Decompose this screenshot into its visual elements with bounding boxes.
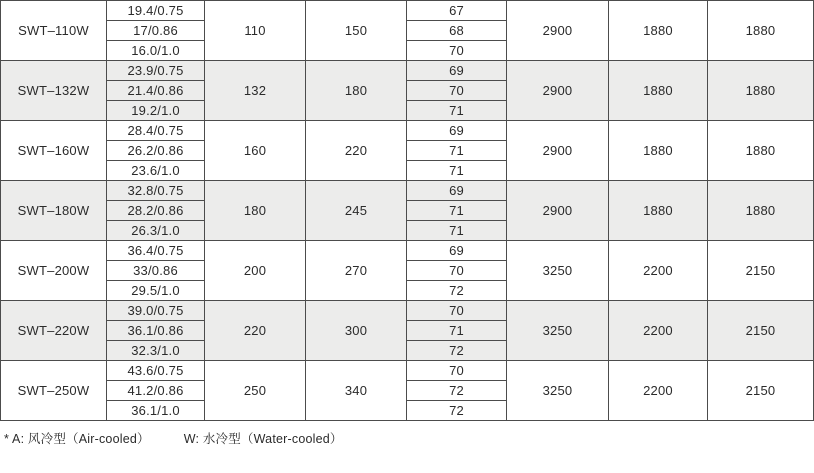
col8-cell: 1880	[708, 1, 814, 61]
model-cell: SWT–132W	[1, 61, 107, 121]
capacity-power-cell: 28.4/0.75	[107, 121, 205, 141]
col5-cell: 69	[407, 61, 507, 81]
capacity-power-cell: 21.4/0.86	[107, 81, 205, 101]
col7-cell: 1880	[609, 181, 708, 241]
capacity-power-cell: 16.0/1.0	[107, 41, 205, 61]
col7-cell: 2200	[609, 301, 708, 361]
col5-cell: 67	[407, 1, 507, 21]
col4-cell: 220	[306, 121, 407, 181]
model-cell: SWT–160W	[1, 121, 107, 181]
table-row	[1, 301, 814, 321]
capacity-power-cell: 39.0/0.75	[107, 301, 205, 321]
capacity-power-cell: 32.8/0.75	[107, 181, 205, 201]
col5-cell: 70	[407, 361, 507, 381]
capacity-power-cell: 43.6/0.75	[107, 361, 205, 381]
col4-cell: 150	[306, 1, 407, 61]
col4-cell: 340	[306, 361, 407, 421]
col5-cell: 72	[407, 341, 507, 361]
model-cell: SWT–250W	[1, 361, 107, 421]
col4-cell: 180	[306, 61, 407, 121]
footnote-water-cooled: W: 水冷型（Water-cooled）	[183, 432, 343, 446]
col6-cell: 2900	[507, 121, 609, 181]
model-cell: SWT–200W	[1, 241, 107, 301]
col7-cell: 1880	[609, 1, 708, 61]
spec-table-body	[1, 1, 814, 421]
capacity-power-cell: 23.6/1.0	[107, 161, 205, 181]
table-row	[1, 361, 814, 381]
col5-cell: 71	[407, 161, 507, 181]
col3-cell: 220	[205, 301, 306, 361]
col6-cell: 2900	[507, 1, 609, 61]
col5-cell: 70	[407, 301, 507, 321]
col5-cell: 71	[407, 201, 507, 221]
capacity-power-cell: 36.4/0.75	[107, 241, 205, 261]
col5-cell: 71	[407, 321, 507, 341]
col5-cell: 70	[407, 41, 507, 61]
col8-cell: 1880	[708, 121, 814, 181]
col5-cell: 71	[407, 101, 507, 121]
table-row	[1, 61, 814, 81]
capacity-power-cell: 36.1/1.0	[107, 401, 205, 421]
table-row	[1, 241, 814, 261]
col7-cell: 1880	[609, 121, 708, 181]
col6-cell: 3250	[507, 241, 609, 301]
col5-cell: 72	[407, 401, 507, 421]
capacity-power-cell: 26.2/0.86	[107, 141, 205, 161]
col5-cell: 71	[407, 221, 507, 241]
col5-cell: 70	[407, 261, 507, 281]
model-cell: SWT–180W	[1, 181, 107, 241]
col7-cell: 1880	[609, 61, 708, 121]
table-row	[1, 181, 814, 201]
col3-cell: 132	[205, 61, 306, 121]
model-cell: SWT–110W	[1, 1, 107, 61]
col8-cell: 1880	[708, 181, 814, 241]
col5-cell: 72	[407, 381, 507, 401]
col8-cell: 1880	[708, 61, 814, 121]
capacity-power-cell: 26.3/1.0	[107, 221, 205, 241]
col6-cell: 3250	[507, 301, 609, 361]
col5-cell: 70	[407, 81, 507, 101]
capacity-power-cell: 32.3/1.0	[107, 341, 205, 361]
col5-cell: 68	[407, 21, 507, 41]
capacity-power-cell: 17/0.86	[107, 21, 205, 41]
footnote	[0, 429, 814, 447]
col6-cell: 3250	[507, 361, 609, 421]
col5-cell: 72	[407, 281, 507, 301]
model-cell: SWT–220W	[1, 301, 107, 361]
capacity-power-cell: 19.2/1.0	[107, 101, 205, 121]
col5-cell: 71	[407, 141, 507, 161]
col3-cell: 110	[205, 1, 306, 61]
col7-cell: 2200	[609, 241, 708, 301]
footnote-air-cooled: * A: 风冷型（Air-cooled）	[4, 432, 150, 446]
capacity-power-cell: 23.9/0.75	[107, 61, 205, 81]
table-row	[1, 1, 814, 21]
table-row	[1, 121, 814, 141]
capacity-power-cell: 36.1/0.86	[107, 321, 205, 341]
capacity-power-cell: 28.2/0.86	[107, 201, 205, 221]
capacity-power-cell: 33/0.86	[107, 261, 205, 281]
col4-cell: 270	[306, 241, 407, 301]
col5-cell: 69	[407, 241, 507, 261]
col3-cell: 200	[205, 241, 306, 301]
col6-cell: 2900	[507, 61, 609, 121]
capacity-power-cell: 19.4/0.75	[107, 1, 205, 21]
col3-cell: 180	[205, 181, 306, 241]
col6-cell: 2900	[507, 181, 609, 241]
col5-cell: 69	[407, 181, 507, 201]
col5-cell: 69	[407, 121, 507, 141]
col8-cell: 2150	[708, 301, 814, 361]
col8-cell: 2150	[708, 361, 814, 421]
col4-cell: 245	[306, 181, 407, 241]
col3-cell: 160	[205, 121, 306, 181]
capacity-power-cell: 41.2/0.86	[107, 381, 205, 401]
col8-cell: 2150	[708, 241, 814, 301]
col4-cell: 300	[306, 301, 407, 361]
col3-cell: 250	[205, 361, 306, 421]
col7-cell: 2200	[609, 361, 708, 421]
capacity-power-cell: 29.5/1.0	[107, 281, 205, 301]
